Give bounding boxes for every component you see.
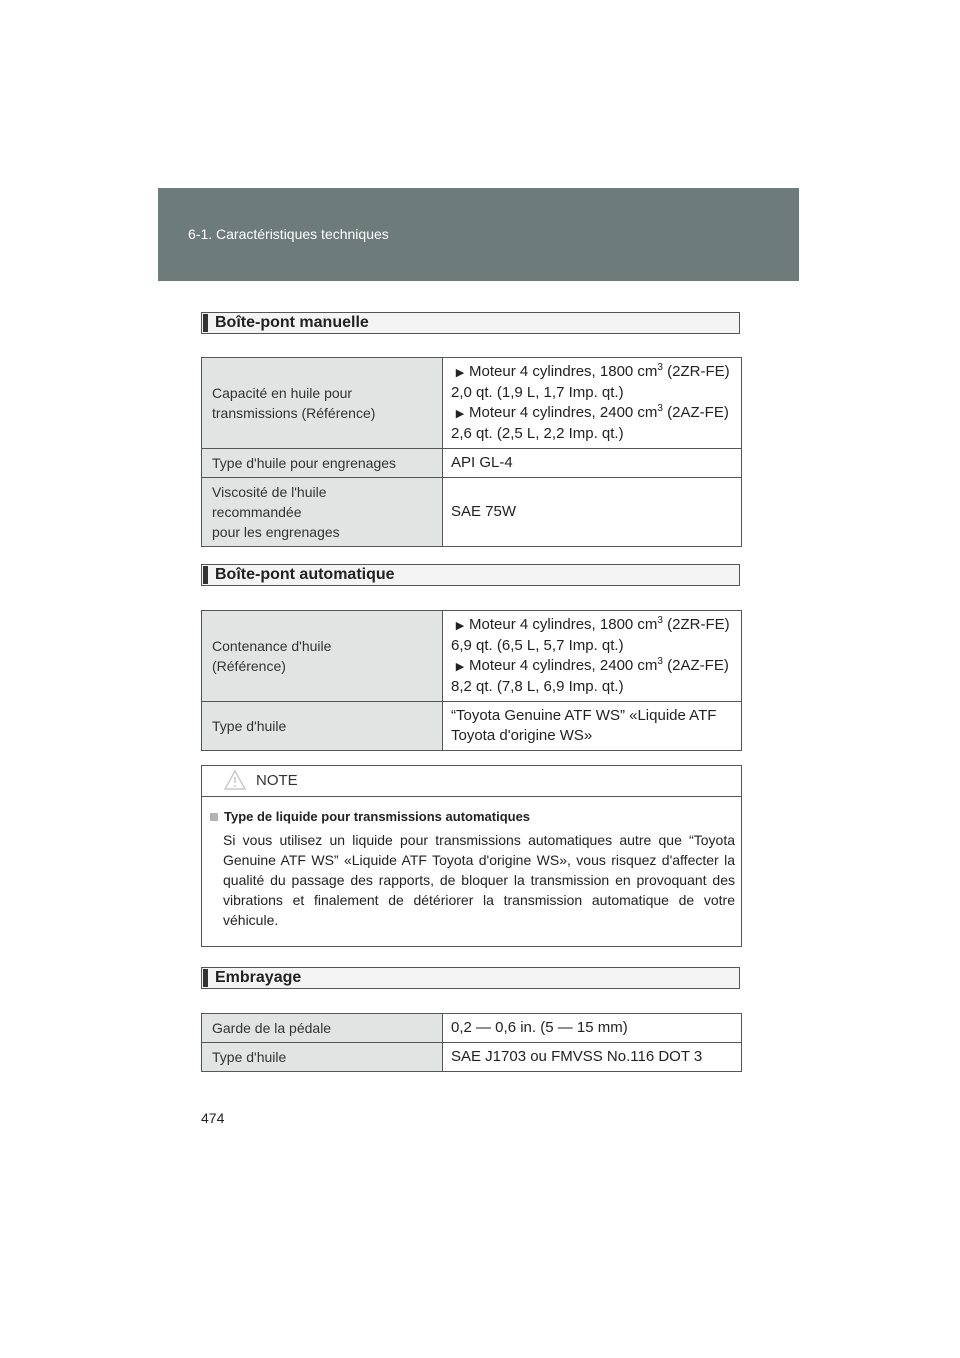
- page-number: 474: [201, 1110, 225, 1126]
- oiltype-label: Type d'huile: [202, 702, 443, 751]
- note-body: [202, 797, 741, 930]
- oiltype-value: “Toyota Genuine ATF WS” «Liquide ATF Toyota d'origine WS»: [443, 702, 742, 751]
- oiltype-label: Type d'huile pour engrenages: [202, 449, 443, 478]
- table-row: [202, 1043, 742, 1072]
- oiltype-value: API GL-4: [443, 449, 742, 478]
- clutch-spec-table: [201, 1013, 742, 1072]
- automatic-spec-table: [201, 610, 742, 751]
- capacity-value: ▶ Moteur 4 cylindres, 1800 $cm^3$ (2ZR-FE) 6,9 qt. (6,5 L, 5,7 Imp. qt.) ▶ Moteur 4 cylindres, 2400 $cm^3$ (2AZ-FE) 8,2 qt. (7,8 L, 6,9 Imp. qt.): [443, 611, 742, 702]
- heading-text: Boîte-pont automatique: [215, 566, 395, 583]
- oiltype-label: Type d'huile: [202, 1043, 443, 1072]
- right-triangle-icon: ▶: [455, 367, 465, 379]
- square-bullet-icon: [210, 813, 218, 821]
- heading-bar: [203, 314, 208, 332]
- header-band: [158, 188, 799, 281]
- note-subtitle: Type de liquide pour transmissions automatiques: [210, 809, 735, 824]
- table-row: [202, 449, 742, 478]
- capacity-label: Contenance d'huile (Référence): [202, 611, 443, 702]
- note-box: [201, 765, 742, 947]
- table-row: [202, 611, 742, 702]
- viscosity-label: Viscosité de l'huile recommandée pour les engrenages: [202, 478, 443, 547]
- clutch-heading: [201, 967, 740, 989]
- heading-bar: [203, 969, 208, 987]
- right-triangle-icon: ▶: [455, 661, 465, 673]
- warning-triangle-icon: [224, 769, 246, 791]
- table-row: [202, 702, 742, 751]
- pedal-label: Garde de la pédale: [202, 1014, 443, 1043]
- capacity-value: ▶ Moteur 4 cylindres, 1800 $cm^3$ (2ZR-FE) 2,0 qt. (1,9 L, 1,7 Imp. qt.) ▶ Moteur 4 cylindres, 2400 $cm^3$ (2AZ-FE) 2,6 qt. (2,5 L, 2,2 Imp. qt.): [443, 358, 742, 449]
- manual-transaxle-heading: [201, 312, 740, 334]
- table-row: [202, 1014, 742, 1043]
- heading-text: Embrayage: [215, 969, 302, 986]
- pedal-value: 0,2 — 0,6 in. (5 — 15 mm): [443, 1014, 742, 1043]
- table-row: [202, 358, 742, 449]
- table-row: [202, 478, 742, 547]
- capacity-label: Capacité en huile pour transmissions (Référence): [202, 358, 443, 449]
- right-triangle-icon: ▶: [455, 408, 465, 420]
- viscosity-value: SAE 75W: [443, 478, 742, 547]
- heading-bar: [203, 566, 208, 584]
- note-label: NOTE: [256, 772, 298, 789]
- automatic-transaxle-heading: [201, 564, 740, 586]
- section-title: 6-1. Caractéristiques techniques: [188, 226, 389, 242]
- heading-text: Boîte-pont manuelle: [215, 314, 369, 331]
- note-header: [202, 766, 741, 797]
- note-text: Si vous utilisez un liquide pour transmissions automatiques autre que “Toyota Genuine ATF WS” «Liquide ATF Toyota d'origine WS», vous risquez d'affecter la qualité du passage des rapports, de bloquer la transmission en provoquant des vibrations et finalement de détériorer la transmission automatique de votre véhicule.: [223, 832, 735, 928]
- manual-spec-table: [201, 357, 742, 547]
- oiltype-value: SAE J1703 ou FMVSS No.116 DOT 3: [443, 1043, 742, 1072]
- right-triangle-icon: ▶: [455, 620, 465, 632]
